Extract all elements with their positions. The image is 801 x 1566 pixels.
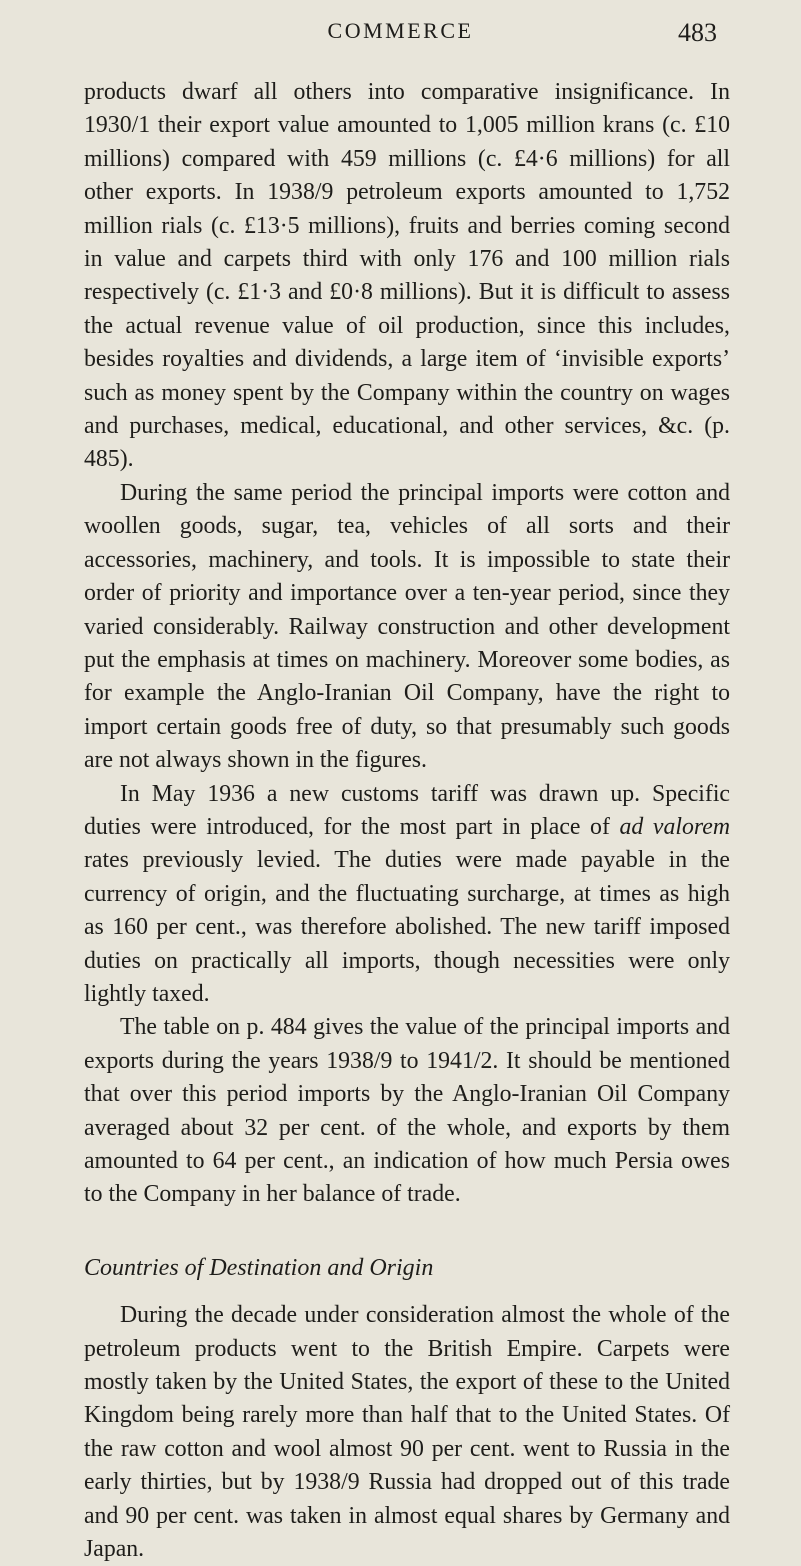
paragraph-3-italic: ad valorem (619, 813, 730, 840)
paragraph-3-rest: rates previously levied. The duties were made payable in the currency of origin, and the fluctuating surcharge, at times as high as 160 per cent., was therefore abolished. The new tariff imposed duties on practically all imports, though necessities were only lightly taxed. (84, 847, 730, 1007)
paragraph-3 (84, 778, 730, 1012)
page-number: 483 (678, 18, 717, 47)
paragraph-1: products dwarf all others into comparative insignificance. In 1930/1 their export value amounted to 1,005 million krans (c. £10 millions) compared with 459 millions (c. £4·6 millions) for all other exports. In 1938/9 petroleum exports amounted to 1,752 million rials (c. £13·5 millions), fruits and berries coming second in value and carpets third with only 176 and 100 million rials respectively (c. £1·3 and £0·8 millions). But it is difficult to assess the actual revenue value of oil production, since this includes, besides royalties and dividends, a large item of ‘invisible exports’ such as money spent by the Company within the country on wages and purchases, medical, educational, and other services, &c. (p. 485). (84, 79, 730, 473)
section-paragraph: During the decade under consideration almost the whole of the petroleum products went to the British Empire. Carpets were mostly taken by the United States, the export of these to the United Kingdom being rarely more than half that to the United States. Of the raw cotton and wool almost 90 per cent. went to Russia in the early thirties, but by 1938/9 Russia had dropped out of this trade and 90 per cent. was taken in almost equal shares by Germany and Japan. (84, 1302, 730, 1563)
section-heading: Countries of Destination and Origin (84, 1254, 434, 1281)
paragraph-2: During the same period the principal imports were cotton and woollen goods, sugar, tea, vehicles of all sorts and their accessories, machinery, and tools. It is impossible to state their order of priority and importance over a ten-year period, since they varied considerably. Railway construction and other development put the emphasis at times on machinery. Moreover some bodies, as for example the Anglo-Iranian Oil Company, have the right to import certain goods free of duty, so that presumably such goods are not always shown in the figures. (84, 479, 730, 774)
running-head (84, 18, 717, 54)
body-text (84, 76, 730, 1566)
paragraph-3-start: In May 1936 a new customs tariff was drawn up. Specific duties were introduced, for the most part in place of (84, 780, 730, 840)
paragraph-4: The table on p. 484 gives the value of the principal imports and exports during the years 1938/9 to 1941/2. It should be mentioned that over this period imports by the Anglo-Iranian Oil Company averaged about 32 per cent. of the whole, and exports by them amounted to 64 per cent., an indication of how much Persia owes to the Company in her balance of trade. (84, 1014, 730, 1208)
running-title: COMMERCE (327, 18, 474, 43)
